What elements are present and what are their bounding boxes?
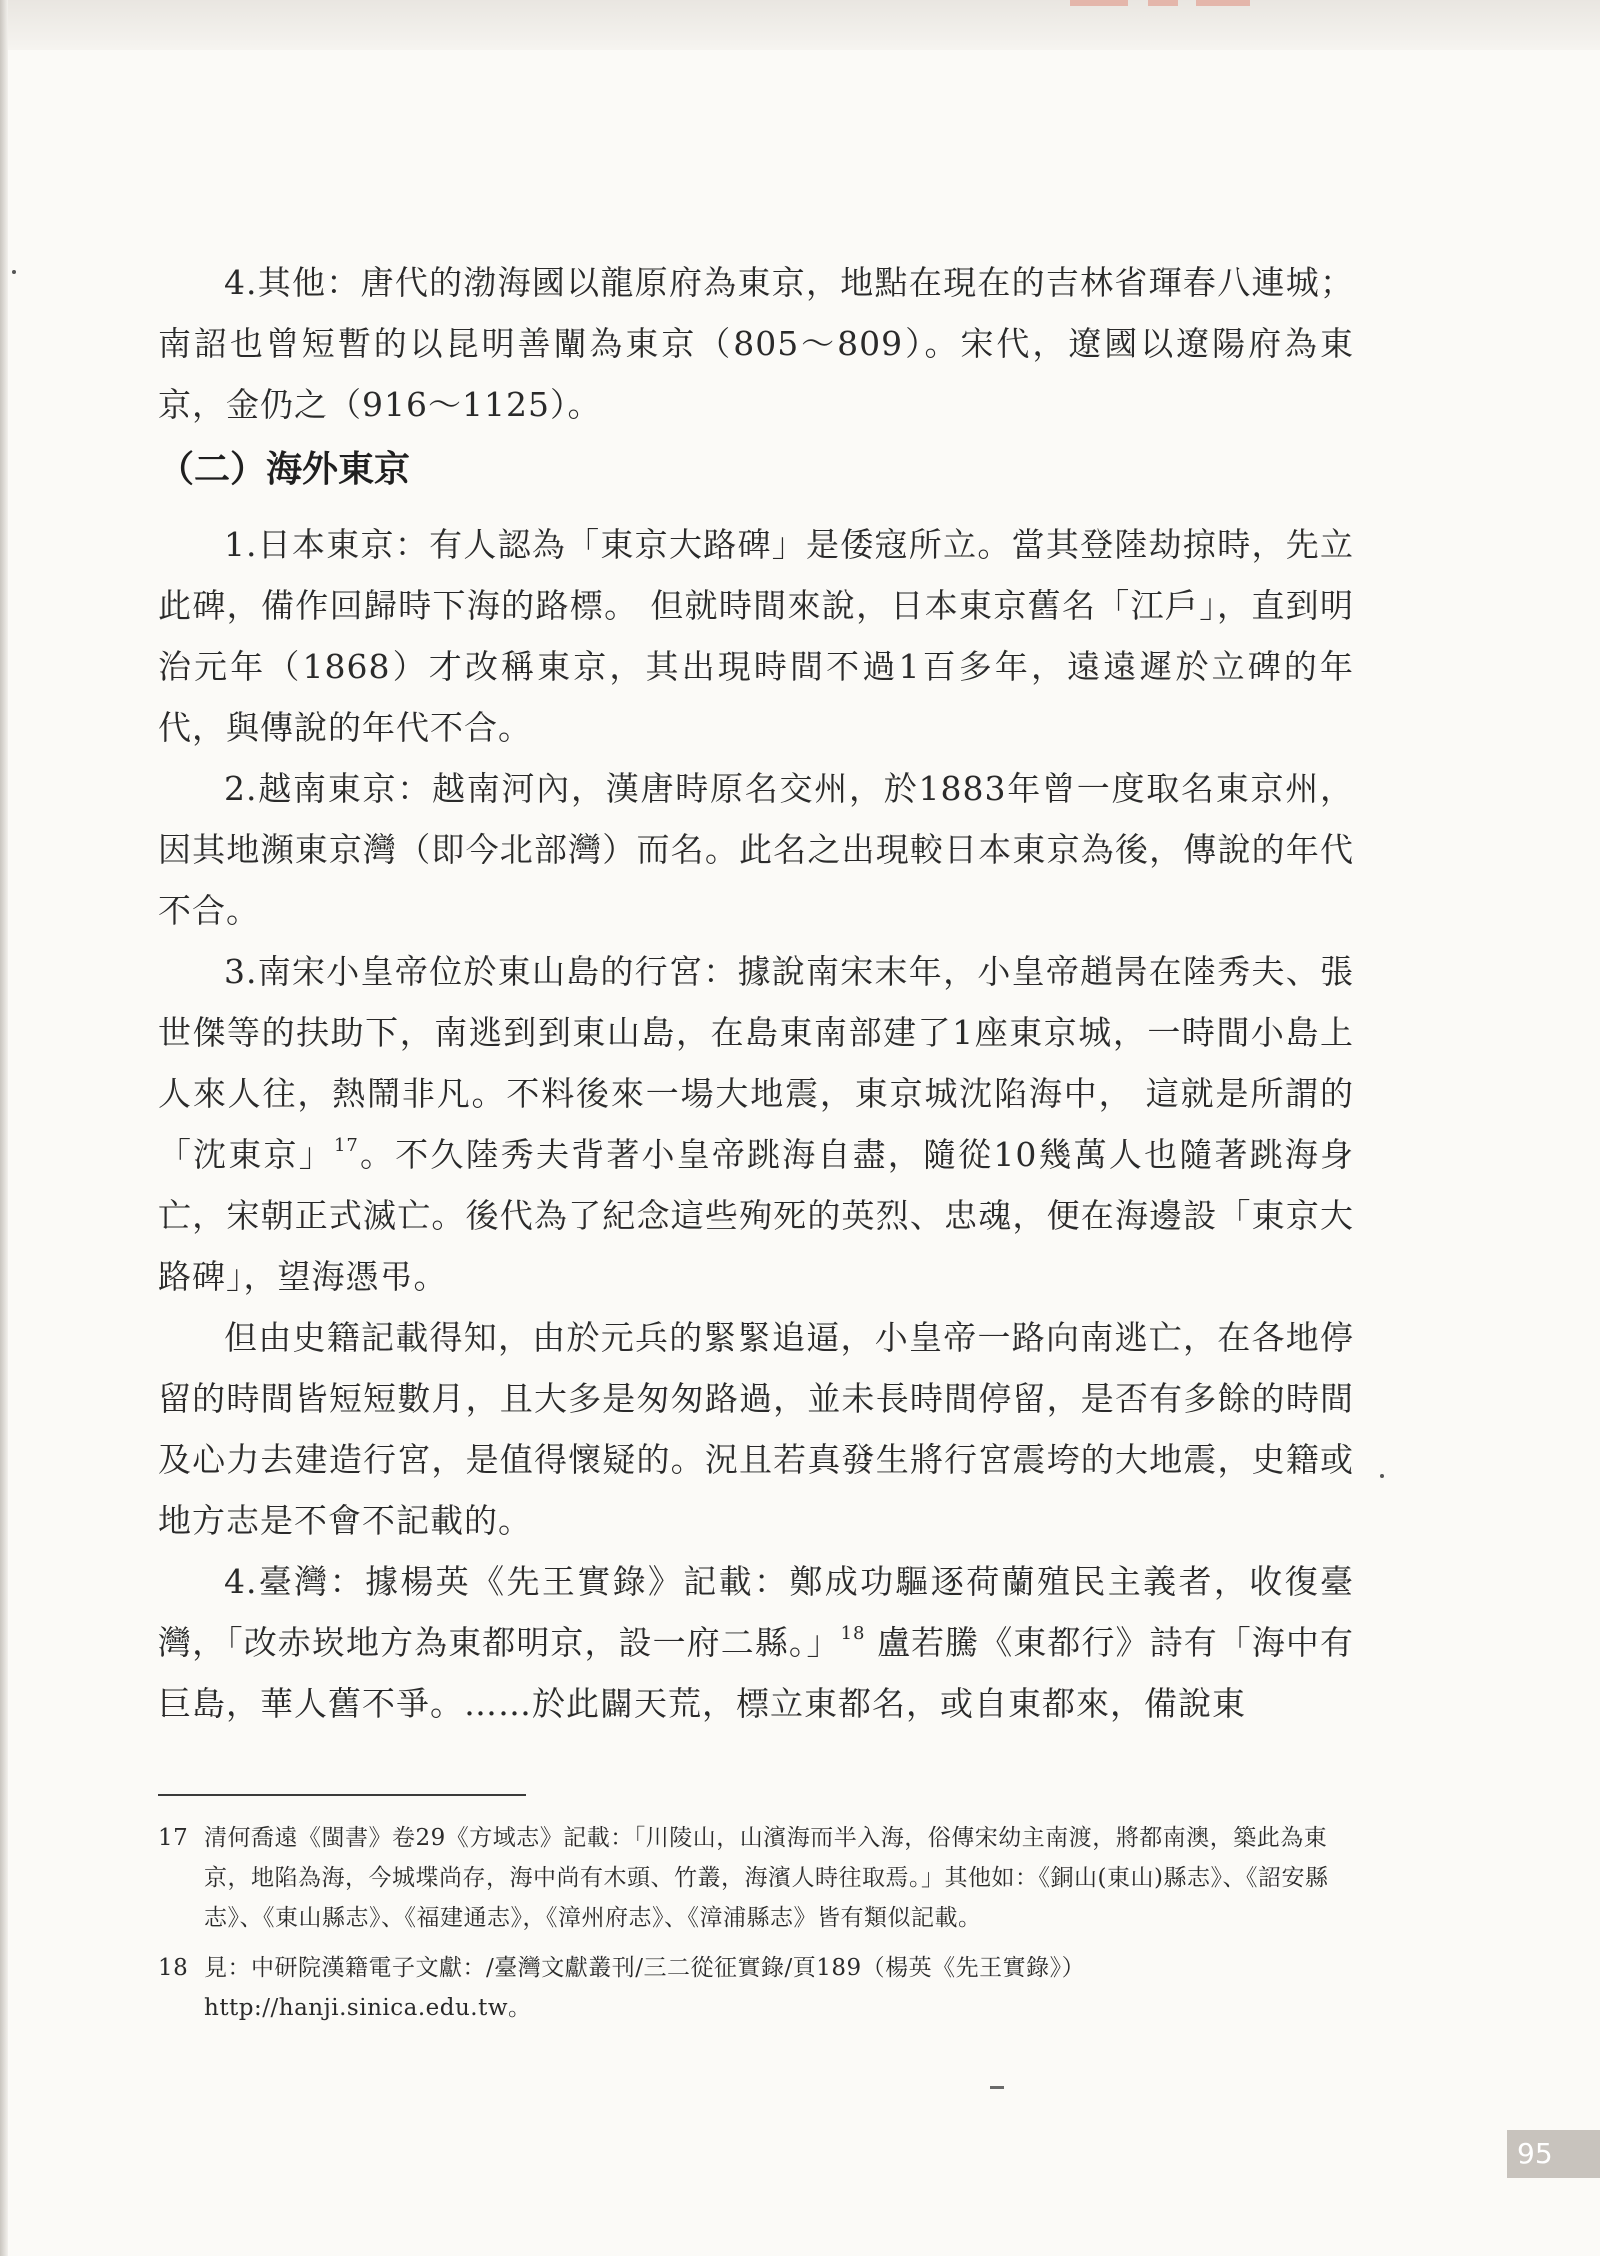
page-number: 95 — [1507, 2130, 1600, 2178]
scan-speck — [990, 2086, 1004, 2089]
footnote-text: 見：中研院漢籍電子文獻：/臺灣文獻叢刊/三二從征實錄/頁189（楊英《先王實錄》）http://hanji.sinica.edu.tw。 — [204, 1955, 1086, 2021]
footnote-text: 清何喬遠《閩書》卷29《方域志》記載：「川陵山，山濱海而半入海，俗傳宋幼主南渡，將都南澳，築此為東京，地陷為海，今城堞尚存，海中尚有木頭、竹叢，海濱人時往取焉。」其他如：《銅山(東山)縣志》、《詔安縣志》、《東山縣志》、《福建通志》，《漳州府志》、《漳浦縣志》皆有類似記載。 — [204, 1825, 1329, 1931]
footnote-ref-17: 17 — [333, 1135, 359, 1156]
section-4-other-block — [158, 252, 1354, 435]
footnote-17 — [158, 1818, 1354, 1938]
page-left-edge — [0, 0, 8, 2256]
paragraph-other: 4.其他：唐代的渤海國以龍原府為東京，地點在現在的吉林省琿春八連城；南詔也曾短暫的以昆明善闡為東京（805～809）。宋代，遼國以遼陽府為東京，金仍之（916～1125）。 — [158, 263, 1354, 424]
page-top-band — [0, 0, 1600, 50]
scan-speck — [1380, 1474, 1384, 1478]
paragraph-taiwan-text: 4.臺灣：據楊英《先王實錄》記載：鄭成功驅逐荷蘭殖民主義者，收復臺灣，「改赤崁地方為東都明京，設一府二縣。」 — [158, 1562, 1354, 1662]
paragraph-song-emperor — [158, 941, 1354, 1307]
footnote-number: 18 — [158, 1955, 189, 1981]
footnote-number: 17 — [158, 1825, 189, 1851]
header-mark — [1070, 0, 1128, 6]
section-heading: （二）海外東京 — [158, 449, 411, 490]
footnotes — [158, 1818, 1354, 2038]
paragraph-vietnam: 2.越南東京：越南河內，漢唐時原名交州，於1883年曾一度取名東京州，因其地瀕東京灣（即今北部灣）而名。此名之出現較日本東京為後，傳說的年代不合。 — [158, 769, 1354, 930]
scan-speck — [12, 270, 16, 274]
header-mark — [1148, 0, 1178, 6]
footnote-ref-18: 18 — [840, 1623, 866, 1644]
main-body — [158, 514, 1354, 1734]
footnote-18 — [158, 1948, 1354, 2028]
paragraph-song-emperor-text: 3.南宋小皇帝位於東山島的行宮：據說南宋末年，小皇帝趙昺在陸秀夫、張世傑等的扶助下，南逃到到東山島，在島東南部建了1座東京城，一時間小島上人來人往，熱鬧非凡。不料後來一場大地震，東京城沈陷海中， 這就是所謂的「沈東京」 — [158, 952, 1354, 1174]
paragraph-taiwan — [158, 1551, 1354, 1734]
paragraph-taiwan-text-cont: 盧若騰《東都行》詩有「海中有巨島，華人舊不爭。……於此闢天荒，標立東都名，或自東都來，備說東 — [158, 1623, 1354, 1723]
header-mark — [1196, 0, 1250, 6]
paragraph-japan: 1.日本東京：有人認為「東京大路碑」是倭寇所立。當其登陸劫掠時，先立此碑，備作回歸時下海的路標。 但就時間來說，日本東京舊名「江戶」，直到明治元年（1868）才改稱東京，其出現時間不過1百多年，遠遠遲於立碑的年代，與傳說的年代不合。 — [158, 525, 1354, 747]
paragraph-doubt: 但由史籍記載得知，由於元兵的緊緊追逼，小皇帝一路向南逃亡，在各地停留的時間皆短短數月，且大多是匆匆路過，並未長時間停留，是否有多餘的時間及心力去建造行宮，是值得懷疑的。況且若真發生將行宮震垮的大地震，史籍或地方志是不會不記載的。 — [158, 1318, 1354, 1540]
paragraph-song-emperor-text-cont: 。不久陸秀夫背著小皇帝跳海自盡，隨從10幾萬人也隨著跳海身亡，宋朝正式滅亡。後代為了紀念這些殉死的英烈、忠魂，便在海邊設「東京大路碑」，望海憑弔。 — [158, 1135, 1355, 1296]
footnote-rule — [158, 1794, 526, 1796]
